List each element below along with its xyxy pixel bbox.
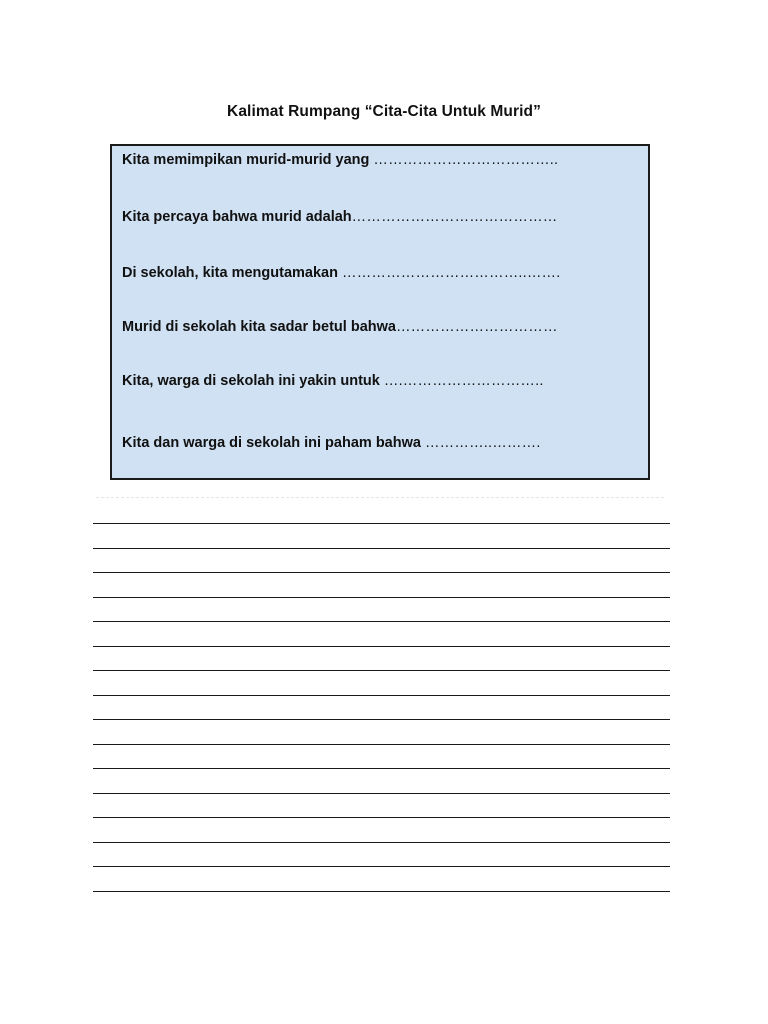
sentence-text: Kita percaya bahwa murid adalah bbox=[122, 209, 352, 225]
writing-line bbox=[93, 866, 670, 867]
writing-line bbox=[93, 842, 670, 843]
sentence-text: Di sekolah, kita mengutamakan bbox=[122, 265, 342, 281]
sentence-text: Murid di sekolah kita sadar betul bahwa bbox=[122, 319, 396, 335]
writing-line bbox=[93, 646, 670, 647]
sentence-4 bbox=[122, 319, 558, 335]
sentence-5 bbox=[122, 373, 544, 389]
blank-dots: …………………………………… bbox=[351, 209, 558, 225]
blank-dots: ….……………………….. bbox=[383, 373, 544, 389]
sentence-box bbox=[110, 144, 650, 480]
writing-line bbox=[93, 572, 670, 573]
writing-line bbox=[93, 670, 670, 671]
blank-dots: …………..………. bbox=[424, 435, 541, 451]
sentence-3 bbox=[122, 265, 561, 281]
blank-dots: ………………………………..……. bbox=[342, 265, 561, 281]
writing-line bbox=[93, 744, 670, 745]
sentence-1 bbox=[122, 152, 558, 168]
blank-dots: …………………………… bbox=[395, 319, 558, 335]
writing-line bbox=[93, 621, 670, 622]
writing-line bbox=[93, 817, 670, 818]
writing-line bbox=[93, 523, 670, 524]
writing-line bbox=[93, 891, 670, 892]
sentence-2 bbox=[122, 209, 557, 225]
sentence-6 bbox=[122, 435, 541, 451]
sentence-text: Kita dan warga di sekolah ini paham bahwa bbox=[122, 435, 425, 451]
writing-line bbox=[93, 548, 670, 549]
writing-line bbox=[93, 597, 670, 598]
worksheet-title: Kalimat Rumpang “Cita-Cita Untuk Murid” bbox=[227, 103, 541, 120]
faint-divider bbox=[96, 497, 664, 498]
writing-line bbox=[93, 768, 670, 769]
blank-dots: ……………………………….. bbox=[373, 152, 559, 168]
writing-line bbox=[93, 793, 670, 794]
sentence-text: Kita memimpikan murid-murid yang bbox=[122, 152, 374, 168]
sentence-text: Kita, warga di sekolah ini yakin untuk bbox=[122, 373, 384, 389]
writing-line bbox=[93, 695, 670, 696]
writing-line bbox=[93, 719, 670, 720]
